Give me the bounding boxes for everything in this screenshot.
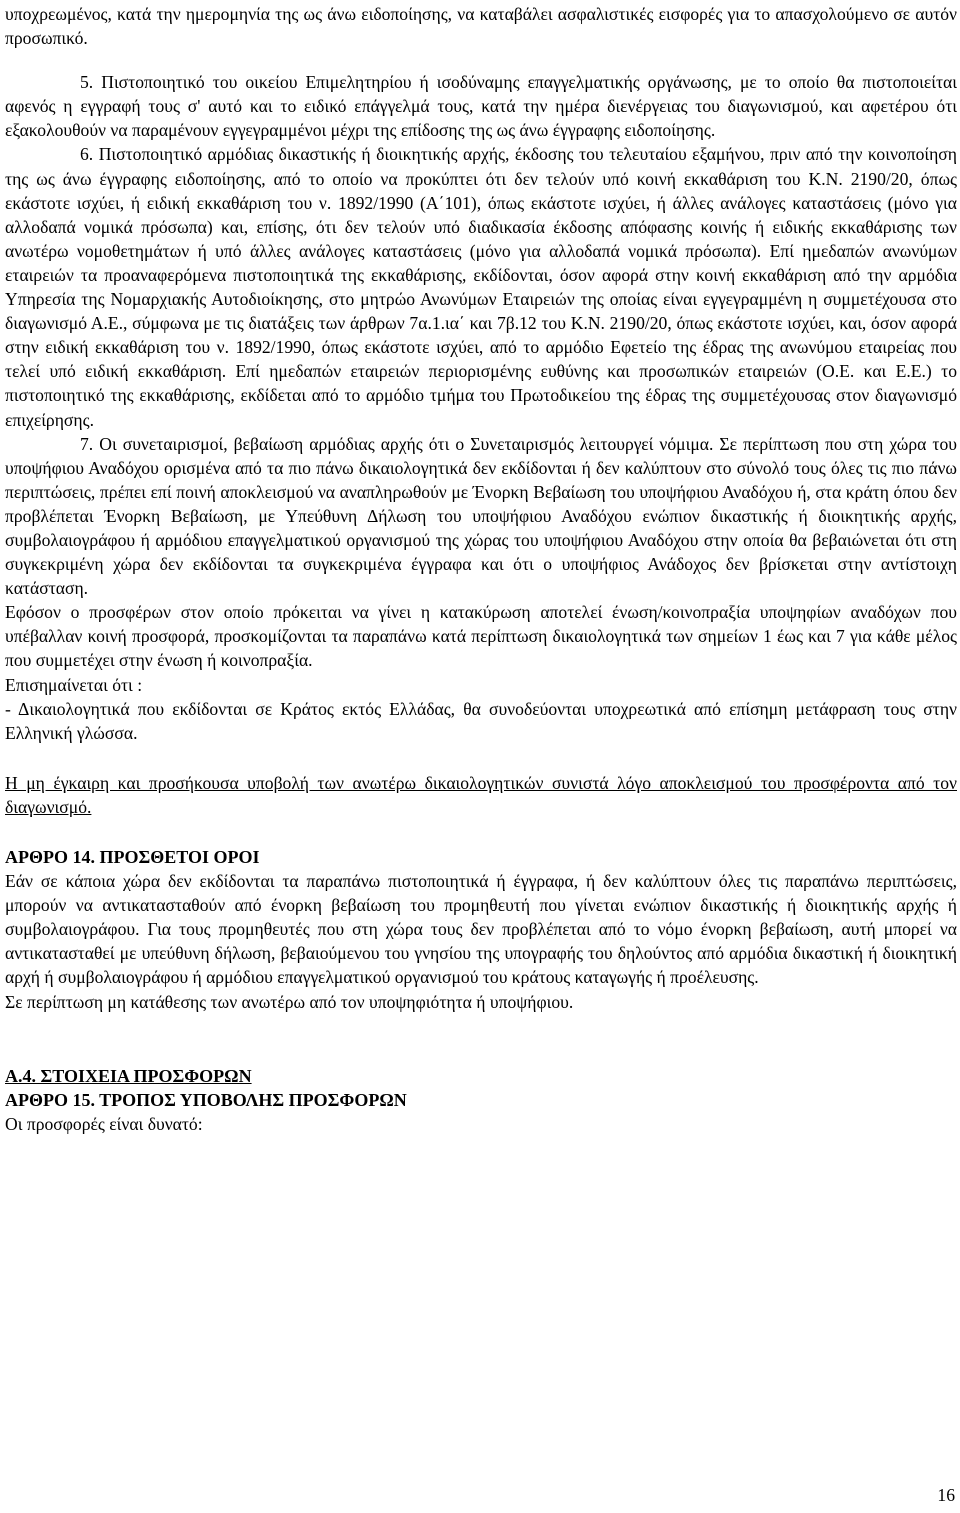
article-14-heading: ΑΡΘΡΟ 14. ΠΡΟΣΘΕΤΟΙ ΟΡΟΙ [5, 847, 260, 867]
note-item: - Δικαιολογητικά που εκδίδονται σε Κράτος εκτός Ελλάδας, θα συνοδεύονται υποχρεωτικά από επίσημη μετάφραση τους στην Ελληνική γλώσσα. [5, 698, 957, 743]
article-15-paragraph-1: Οι προσφορές είναι δυνατό: [5, 1113, 203, 1134]
article-14-paragraph-1: Εάν σε κάποια χώρα δεν εκδίδονται τα παραπάνω πιστοποιητικά ή έγγραφα, ή δεν καλύπτουν όλες τις παραπάνω περιπτώσεις, μπορούν να αντικατασταθούν από ένορκη βεβαίωση του προμηθευτή που γίνεται ενώπιον δικαστικής ή διοικητικής αρχής ή συμβολαιογράφου. Για τους προμηθευτές που στη χώρα τους δεν προβλέπεται από το νόμο ένορκη βεβαίωση, αυτή μπορεί να αντικατασταθεί με υπεύθυνη δήλωση, βεβαιούμενου του γνησίου της υπογραφής του δηλούντος από αρμόδια δικαστική ή διοικητική αρχή ή συμβολαιογράφου ή αρμόδιου επαγγελματικού οργανισμού του κράτους καταγωγής ή προέλευσης. [5, 871, 957, 988]
list-item-5: 5. Πιστοποιητικό του οικείου Επιμελητηρίου ή ισοδύναμης επαγγελματικής οργάνωσης, με το οποίο θα πιστοποιείται αφενός η εγγραφή τους σ' αυτό και το ειδικό επάγγελμά τους, κατά την ημέρα διενέργειας του διαγωνισμού, και αφετέρου ότι εξακολουθούν να παραμένουν εγγεγραμμένοι μέχρι της επίδοσης της ως άνω έγγραφης ειδοποίησης. [5, 72, 957, 141]
note-label: Επισημαίνεται ότι : [5, 674, 143, 695]
document-page [5, 0, 957, 1136]
article-14-paragraph-2: Σε περίπτωση μη κατάθεσης των ανωτέρω από τον υποψηφιότητα ή υποψήφιου. [5, 991, 574, 1012]
section-a4-heading: Α.4. ΣΤΟΙΧΕΙΑ ΠΡΟΣΦΟΡΩΝ [5, 1065, 252, 1086]
warning-paragraph: Η μη έγκαιρη και προσήκουσα υποβολή των ανωτέρω δικαιολογητικών συνιστά λόγο αποκλεισμού του προσφέροντα από τον διαγωνισμό. [5, 772, 957, 817]
article-15-heading: ΑΡΘΡΟ 15. ΤΡΟΠΟΣ ΥΠΟΒΟΛΗΣ ΠΡΟΣΦΟΡΩΝ [5, 1089, 407, 1110]
list-item-6: 6. Πιστοποιητικό αρμόδιας δικαστικής ή διοικητικής αρχής, έκδοσης του τελευταίου εξαμήνου, πριν από την κοινοποίηση της ως άνω έγγραφης ειδοποίησης, από το οποίο να προκύπτει ότι δεν τελούν υπό κοινή εκκαθάριση του Κ.Ν. 2190/20, όπως εκάστοτε ισχύει, ή ειδική εκκαθάριση του ν. 1892/1990 (Α΄101), όπως εκάστοτε ισχύει, ή άλλες ανάλογες καταστάσεις (μόνο για αλλοδαπά νομικά πρόσωπα) και, επίσης, ότι δεν τελούν υπό διαδικασία έκδοσης απόφασης κοινής ή ειδικής εκκαθάρισης των ανωτέρω νομοθετημάτων ή υπό άλλες ανάλογες καταστάσεις (μόνο για αλλοδαπά νομικά πρόσωπα). Επί ημεδαπών ανωνύμων εταιρειών τα προαναφερόμενα πιστοποιητικά της εκκαθάρισης, εκδίδονται, όσον αφορά στην κοινή εκκαθάριση από την αρμόδια Υπηρεσία της Νομαρχιακής Αυτοδιοίκησης, στο μητρώο Ανωνύμων Εταιρειών της οποίας είναι εγγεγραμμένη η συμμετέχουσα στο διαγωνισμό Α.Ε., σύμφωνα με τις διατάξεις των άρθρων 7α.1.ια΄ και 7β.12 του Κ.Ν. 2190/20, όπως εκάστοτε ισχύει, και, όσον αφορά στην ειδική εκκαθάριση του ν. 1892/1990, όπως εκάστοτε ισχύει, από το αρμόδιο Εφετείο της έδρας της ανωνύμου εταιρείας που τελεί υπό ειδική εκκαθάριση. Επί ημεδαπών εταιρειών περιορισμένης ευθύνης και προσωπικών εταιρειών (Ο.Ε. και Ε.Ε.) το πιστοποιητικό της εκκαθάρισης, εκδίδεται από το αρμόδιο τμήμα του Πρωτοδικείου της έδρας της συμμετέχουσας στον διαγωνισμό επιχείρησης. [5, 144, 957, 430]
page-number: 16 [937, 1485, 955, 1505]
paragraph-intro: υποχρεωμένος, κατά την ημερομηνία της ως άνω ειδοποίησης, να καταβάλει ασφαλιστικές εισφορές για το απασχολούμενο σε αυτόν προσωπικό. [5, 4, 957, 49]
paragraph-consortium: Εφόσον ο προσφέρων στον οποίο πρόκειται να γίνει η κατακύρωση αποτελεί ένωση/κοινοπραξία υποψηφίων αναδόχων που υπέβαλλαν κοινή προσφορά, προσκομίζονται τα παραπάνω κατά περίπτωση δικαιολογητικά των σημείων 1 έως και 7 για κάθε μέλος που συμμετέχει στην ένωση ή κοινοπραξία. [5, 602, 957, 671]
list-item-7: 7. Οι συνεταιρισμοί, βεβαίωση αρμόδιας αρχής ότι ο Συνεταιρισμός λειτουργεί νόμιμα. Σε περίπτωση που στη χώρα του υποψήφιου Αναδόχου ορισμένα από τα πιο πάνω δικαιολογητικά δεν εκδίδονται ή δεν καλύπτουν στο σύνολό τους όλες τις πιο πάνω περιπτώσεις, πρέπει επί ποινή αποκλεισμού να αναπληρωθούν με Ένορκη Βεβαίωση του υποψήφιου Αναδόχου ή, στα κράτη όπου δεν προβλέπεται Ένορκη Βεβαίωση, με Υπεύθυνη Δήλωση του υποψήφιου Αναδόχου ενώπιον δικαστικής ή διοικητικής αρχής, συμβολαιογράφου ή αρμόδιου επαγγελματικού οργανισμού της χώρας του υποψήφιου Αναδόχου στην οποία θα βεβαιώνεται ότι στη συγκεκριμένη χώρα δεν εκδίδονται τα συγκεκριμένα έγγραφα και ότι ο υποψήφιος Ανάδοχος δεν βρίσκεται στην αντίστοιχη κατάσταση. [5, 433, 957, 599]
